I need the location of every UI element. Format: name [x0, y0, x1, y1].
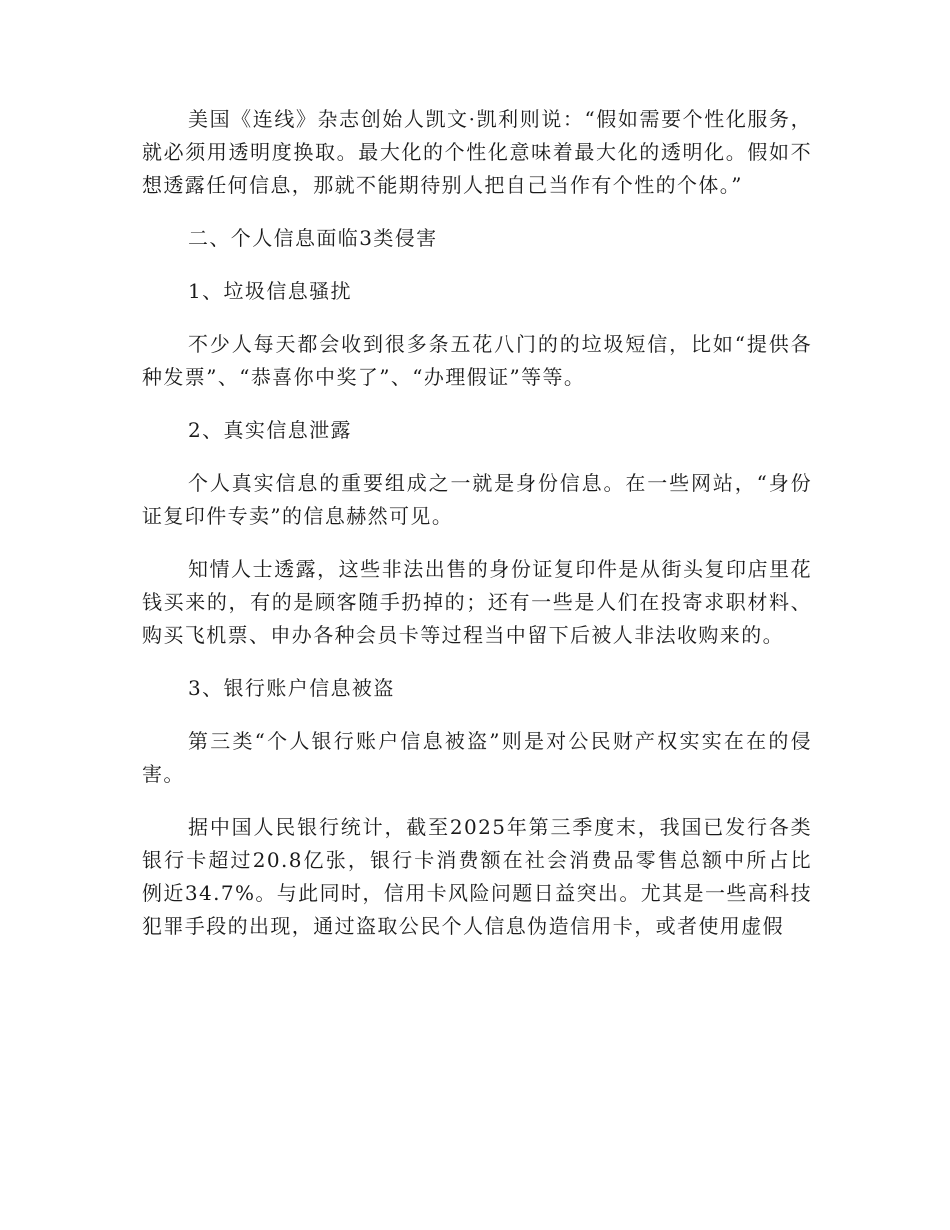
paragraph-kevin-kelly-quote: 美国《连线》杂志创始人凯文·凯利则说：“假如需要个性化服务，就必须用透明度换取。最大化的个性化意味着最大化的透明化。假如不想透露任何信息，那就不能期待别人把自己当作有个性的个体。” [142, 107, 812, 197]
subheading-bank-account-theft: 3、银行账户信息被盗 [188, 676, 395, 700]
subheading-real-info-leak: 2、真实信息泄露 [188, 418, 352, 442]
section-heading-three-harms: 二、个人信息面临3类侵害 [188, 226, 438, 250]
paragraph-identity-info: 个人真实信息的重要组成之一就是身份信息。在一些网站，“身份证复印件专卖”的信息赫然可见。 [142, 471, 812, 528]
paragraph-id-copies-source: 知情人士透露，这些非法出售的身份证复印件是从街头复印店里花钱买来的，有的是顾客随手扔掉的；还有一些是人们在投寄求职材料、购买飞机票、申办各种会员卡等过程当中留下后被人非法收购来的。 [142, 557, 812, 647]
paragraph-spam-messages: 不少人每天都会收到很多条五花八门的的垃圾短信，比如“提供各种发票”、“恭喜你中奖了”、“办理假证”等等。 [142, 332, 812, 389]
document-page [142, 103, 812, 963]
paragraph-property-infringement: 第三类“个人银行账户信息被盗”则是对公民财产权实实在在的侵害。 [142, 729, 812, 786]
paragraph-bank-card-statistics: 据中国人民银行统计，截至2025年第三季度末，我国已发行各类银行卡超过20.8亿张，银行卡消费额在社会消费品零售总额中所占比例近34.7%。与此同时，信用卡风险问题日益突出。尤其是一些高科技犯罪手段的出现，通过盗取公民个人信息伪造信用卡，或者使用虚假 [142, 815, 812, 938]
subheading-spam-harassment: 1、垃圾信息骚扰 [188, 279, 352, 303]
